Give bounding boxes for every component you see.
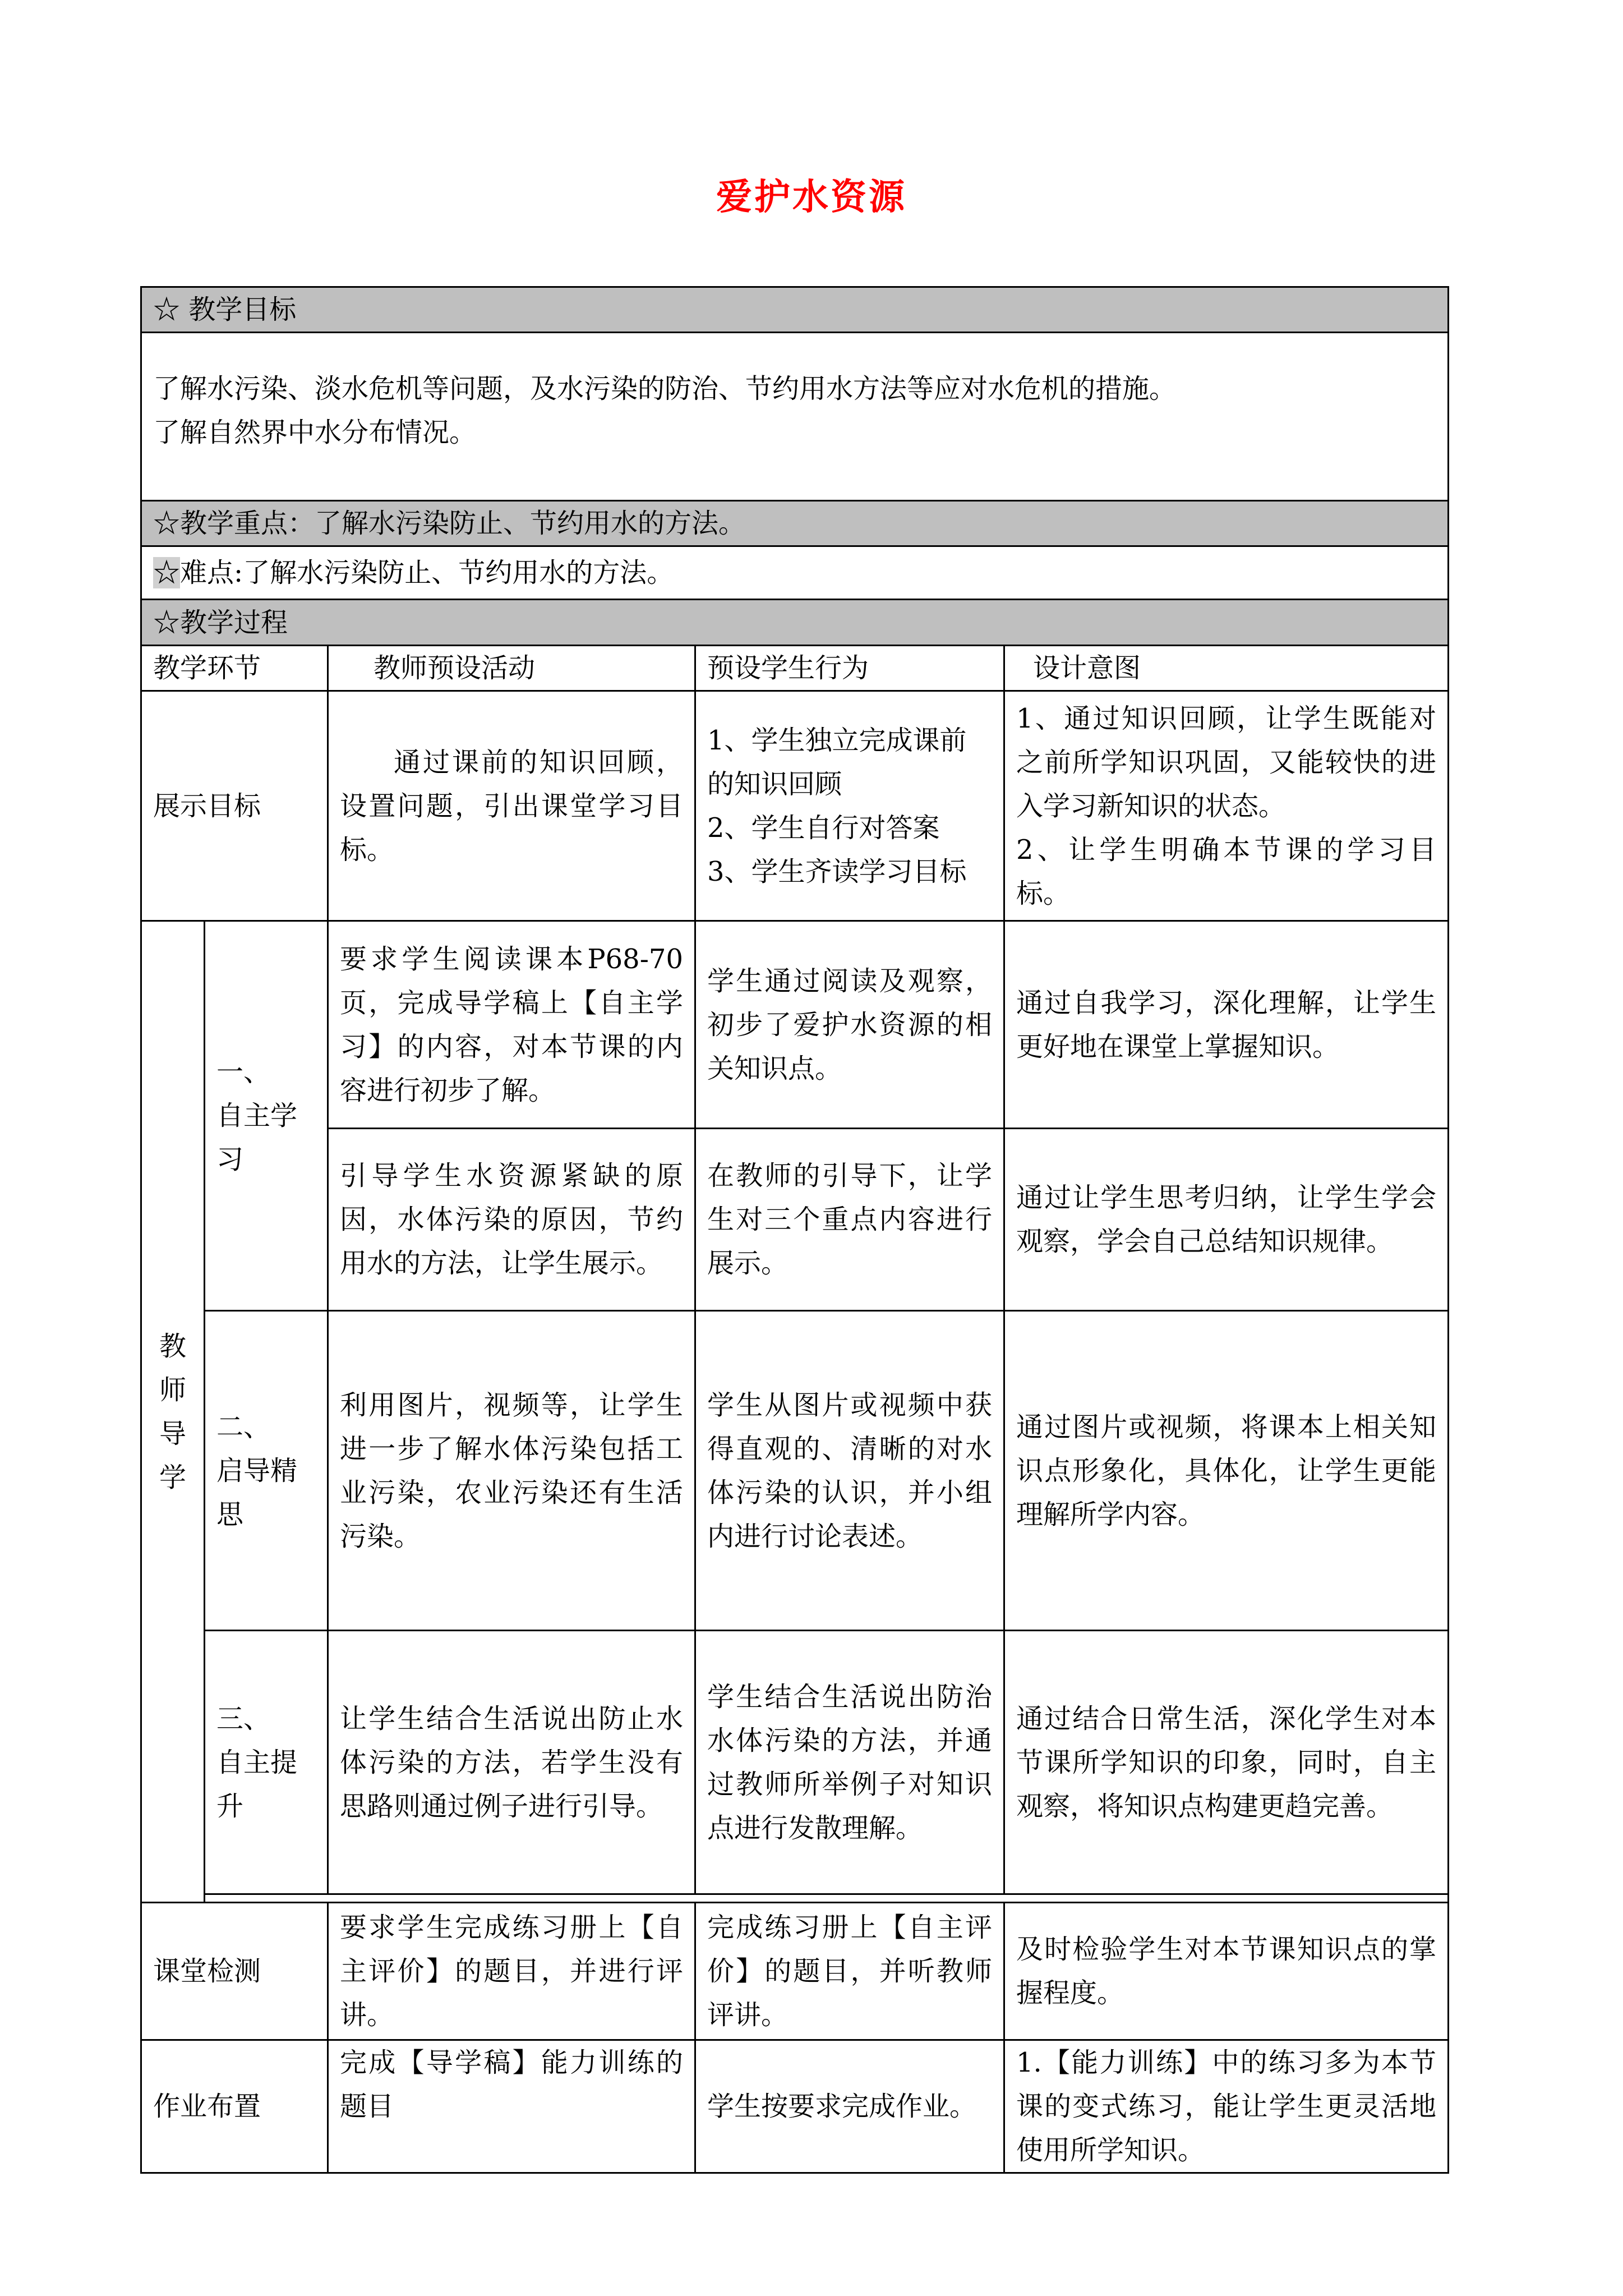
column-header-teacher: 教师预设活动 [328, 646, 695, 691]
substage-line: 启导精 [216, 1455, 298, 1487]
substage-line: 习 [216, 1144, 244, 1175]
guide-teacher: 利用图片，视频等，让学生进一步了解水体污染包括工业污染，农业污染还有生活污染。 [328, 1311, 695, 1631]
guide-row [141, 921, 1449, 1129]
guide-label-char: 学 [159, 1461, 186, 1493]
substage-line: 思 [216, 1498, 244, 1530]
guide-row [141, 1311, 1449, 1631]
substage-self-study [205, 921, 328, 1311]
check-teacher: 要求学生完成练习册上【自主评价】的题目，并进行评讲。 [328, 1903, 695, 2040]
guide-spacer [205, 1894, 1449, 1903]
document-title: 爱护水资源 [716, 176, 907, 218]
difficulty [141, 546, 1449, 600]
column-header-stage: 教学环节 [141, 646, 328, 691]
stage-homework: 作业布置 [141, 2040, 328, 2173]
key-point: ☆教学重点：了解水污染防止、节约用水的方法。 [141, 501, 1449, 546]
substage-line: 自主学 [216, 1100, 298, 1131]
guide-intent: 通过让学生思考归纳，让学生学会观察，学会自己总结知识规律。 [1004, 1129, 1449, 1311]
column-header-intent: 设计意图 [1004, 646, 1449, 691]
objectives-heading-row [141, 287, 1449, 333]
guide-label-char: 导 [159, 1418, 186, 1450]
check-student: 完成练习册上【自主评价】的题目，并听教师评讲。 [695, 1903, 1004, 2040]
guide-label [141, 921, 205, 1903]
check-row [141, 1903, 1449, 2040]
guide-intent: 通过结合日常生活，深化学生对本节课所学知识的印象，同时，自主观察，将知识点构建更趋完善。 [1004, 1631, 1449, 1894]
substage-line: 升 [216, 1790, 244, 1822]
objectives-heading: ☆ 教学目标 [141, 287, 1449, 333]
objectives-cell [141, 333, 1449, 501]
column-header-row [141, 646, 1449, 691]
key-point-row [141, 501, 1449, 546]
check-intent: 及时检验学生对本节课知识点的掌握程度。 [1004, 1903, 1449, 2040]
display-student [695, 691, 1004, 921]
objective-line: 了解自然界中水分布情况。 [153, 417, 477, 448]
guide-student: 学生从图片或视频中获得直观的、清晰的对水体污染的认识，并小组内进行讨论表述。 [695, 1311, 1004, 1631]
guide-label-char: 教 [159, 1330, 186, 1362]
display-teacher: 通过课前的知识回顾，设置问题，引出课堂学习目标。 [328, 691, 695, 921]
guide-intent: 通过自我学习，深化理解，让学生更好地在课堂上掌握知识。 [1004, 921, 1449, 1129]
homework-row [141, 2040, 1449, 2173]
substage-line: 一、 [216, 1056, 271, 1088]
display-intent [1004, 691, 1449, 921]
display-student-line: 2、学生自行对答案 [707, 812, 940, 844]
guide-intent: 通过图片或视频，将课本上相关知识点形象化，具体化，让学生更能理解所学内容。 [1004, 1311, 1449, 1631]
homework-student: 学生按要求完成作业。 [695, 2040, 1004, 2173]
column-header-student: 预设学生行为 [695, 646, 1004, 691]
display-intent-line: 1、通过知识回顾，让学生既能对之前所学知识巩固，又能较快的进入学习新知识的状态。 [1016, 702, 1437, 822]
guide-spacer-row [141, 1894, 1449, 1903]
guide-student: 学生结合生活说出防治水体污染的方法，并通过教师所举例子对知识点进行发散理解。 [695, 1631, 1004, 1894]
homework-teacher: 完成【导学稿】能力训练的题目 [328, 2040, 695, 2173]
lesson-plan-table [140, 286, 1449, 2174]
difficulty-star: ☆ [153, 557, 181, 588]
process-heading: ☆教学过程 [141, 600, 1449, 646]
guide-row [141, 1631, 1449, 1894]
guide-label-char: 师 [159, 1374, 186, 1406]
display-intent-line: 2、让学生明确本节课的学习目标。 [1016, 834, 1437, 909]
display-student-line: 3、学生齐读学习目标 [707, 855, 967, 887]
guide-row [141, 1129, 1449, 1311]
guide-student: 学生通过阅读及观察，初步了爱护水资源的相关知识点。 [695, 921, 1004, 1129]
display-row [141, 691, 1449, 921]
substage-line: 三、 [216, 1703, 271, 1734]
display-student-line: 1、学生独立完成课前的知识回顾 [707, 724, 967, 800]
objectives-row [141, 333, 1449, 501]
objective-line: 了解水污染、淡水危机等问题，及水污染的防治、节约用水方法等应对水危机的措施。 [153, 373, 1177, 404]
guide-teacher: 要求学生阅读课本P68-70页，完成导学稿上【自主学习】的内容，对本节课的内容进行初步了解。 [328, 921, 695, 1129]
process-heading-row [141, 600, 1449, 646]
guide-teacher: 让学生结合生活说出防止水体污染的方法，若学生没有思路则通过例子进行引导。 [328, 1631, 695, 1894]
guide-student: 在教师的引导下，让学生对三个重点内容进行展示。 [695, 1129, 1004, 1311]
substage-improve [205, 1631, 328, 1894]
substage-inspire [205, 1311, 328, 1631]
guide-teacher: 引导学生水资源紧缺的原因，水体污染的原因，节约用水的方法，让学生展示。 [328, 1129, 695, 1311]
substage-line: 二、 [216, 1411, 271, 1443]
stage-display: 展示目标 [141, 691, 328, 921]
homework-intent: 1.【能力训练】中的练习多为本节课的变式练习，能让学生更灵活地使用所学知识。 [1004, 2040, 1449, 2173]
difficulty-text: 难点:了解水污染防止、节约用水的方法。 [180, 557, 674, 588]
substage-line: 自主提 [216, 1746, 298, 1778]
difficulty-row [141, 546, 1449, 600]
stage-check: 课堂检测 [141, 1903, 328, 2040]
